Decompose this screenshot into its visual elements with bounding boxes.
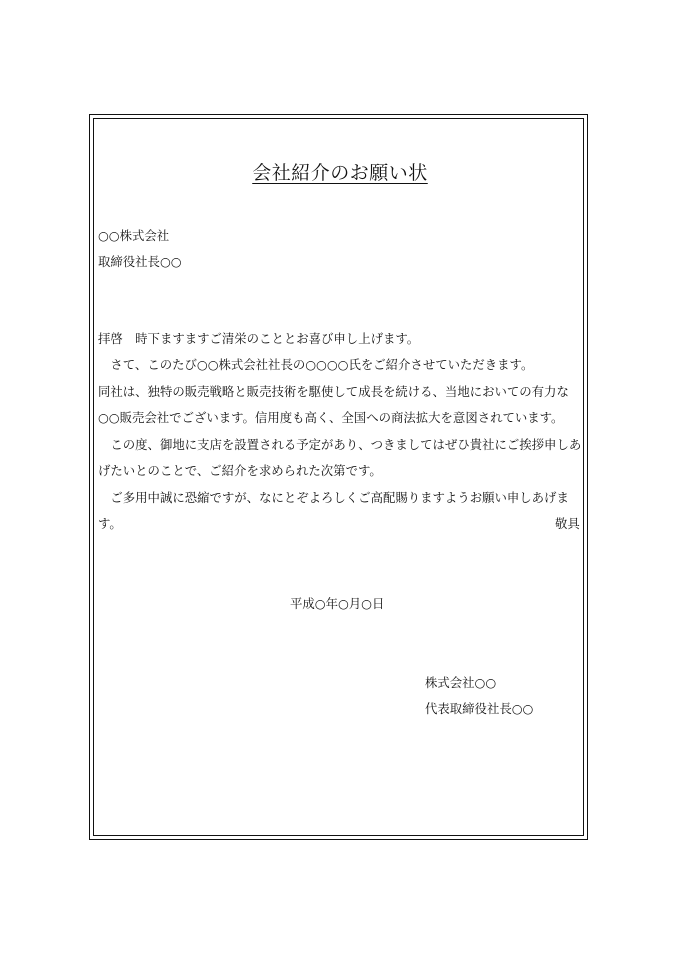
body-line: す。: [98, 516, 122, 531]
sender-company: 株式会社○○: [425, 675, 497, 690]
recipient-person: 取締役社長○○: [98, 254, 182, 269]
sender-person: 代表取締役社長○○: [425, 701, 534, 716]
letter-title: [0, 158, 680, 185]
body-line: ご多用中誠に恐縮ですが、なにとぞよろしくご高配賜りますようお願い申しあげま: [98, 490, 569, 505]
body-line: この度、御地に支店を設置される予定があり、つきましてはぜひ貴社にご挨拶申しあ: [98, 437, 582, 452]
closing-phrase: 敬具: [555, 516, 580, 531]
body-line: ○○販売会社でございます。信用度も高く、全国への商法拡大を意図されています。: [98, 410, 564, 425]
body-line: 拝啓 時下ますますご清栄のこととお喜び申し上げます。: [98, 331, 420, 346]
letter-title-text: 会社紹介のお願い状: [252, 162, 428, 184]
body-line: 同社は、独特の販売戦略と販売技術を駆使して成長を続ける、当地においての有力な: [98, 384, 569, 399]
body-line: さて、このたび○○株式会社社長の○○○○氏をご紹介させていただきます。: [98, 357, 534, 372]
recipient-company: ○○株式会社: [98, 228, 170, 243]
body-line: げたいとのことで、ご紹介を求められた次第です。: [98, 463, 382, 478]
letter-date: 平成○年○月○日: [290, 596, 385, 611]
